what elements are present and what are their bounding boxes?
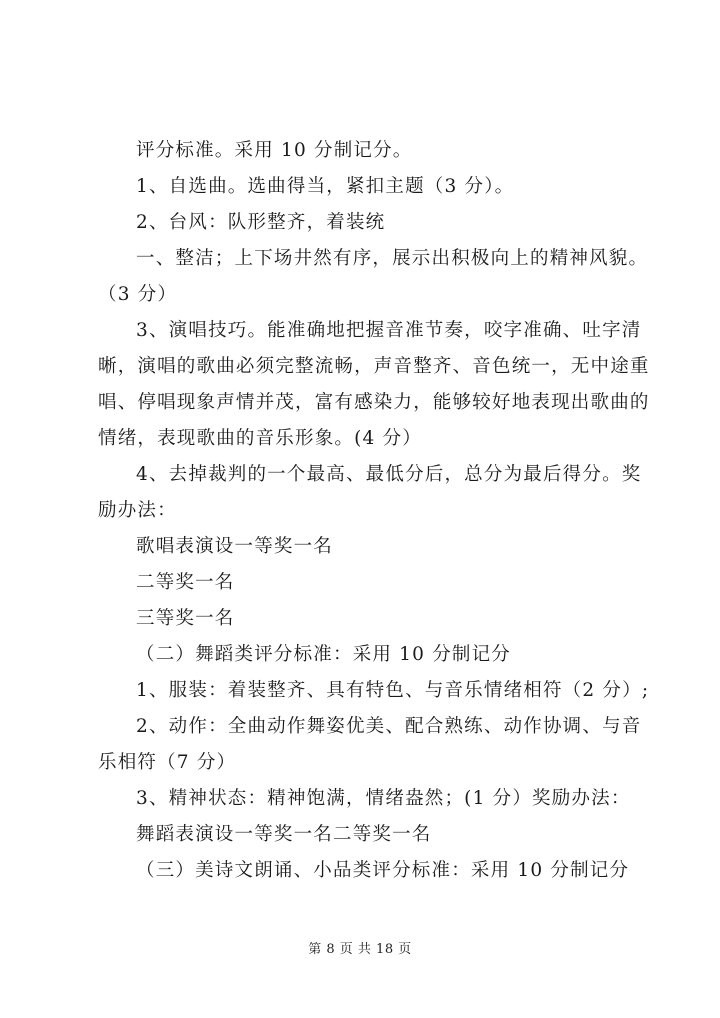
- text-line-15: （二）舞蹈类评分标准：采用 10 分制记分: [136, 644, 512, 665]
- text-line-13: 二等奖一名: [136, 572, 235, 593]
- text-line-3: 2、台风：队形整齐，着装统: [136, 212, 386, 233]
- text-line-20: 舞蹈表演设一等奖一名二等奖一名: [136, 824, 432, 845]
- text-line-12: 歌唱表演设一等奖一名: [136, 536, 334, 557]
- text-line-6: 3、演唱技巧。能准确地把握音准节奏，咬字准确、吐字清: [136, 320, 642, 341]
- text-line-5: （3 分）: [98, 284, 178, 305]
- text-line-18: 乐相符（7 分）: [98, 752, 237, 773]
- text-line-9: 情绪，表现歌曲的音乐形象。(4 分）: [98, 428, 422, 449]
- text-line-7: 晰，演唱的歌曲必须完整流畅，声音整齐、音色统一，无中途重: [98, 356, 650, 377]
- text-line-14: 三等奖一名: [136, 608, 235, 629]
- text-line-2: 1、自选曲。选曲得当，紧扣主题（3 分）。: [136, 176, 515, 197]
- text-line-17: 2、动作：全曲动作舞姿优美、配合熟练、动作协调、与音: [136, 716, 642, 737]
- text-line-1: 评分标准。采用 10 分制记分。: [136, 140, 413, 161]
- text-line-16: 1、服装：着装整齐、具有特色、与音乐情绪相符（2 分）;: [136, 680, 650, 701]
- text-line-19: 3、精神状态：精神饱满，情绪盎然；(1 分）奖励办法：: [136, 788, 631, 809]
- page-number-footer: 第 8 页 共 18 页: [308, 942, 412, 957]
- text-line-21: （三）美诗文朗诵、小品类评分标准：采用 10 分制记分: [136, 860, 630, 881]
- text-line-11: 励办法：: [98, 500, 177, 521]
- text-line-10: 4、去掉裁判的一个最高、最低分后，总分为最后得分。奖: [136, 464, 642, 485]
- text-line-4: 一、整洁；上下场井然有序，展示出积极向上的精神风貌。: [136, 248, 649, 269]
- text-line-8: 唱、停唱现象声情并茂，富有感染力，能够较好地表现出歌曲的: [98, 392, 650, 413]
